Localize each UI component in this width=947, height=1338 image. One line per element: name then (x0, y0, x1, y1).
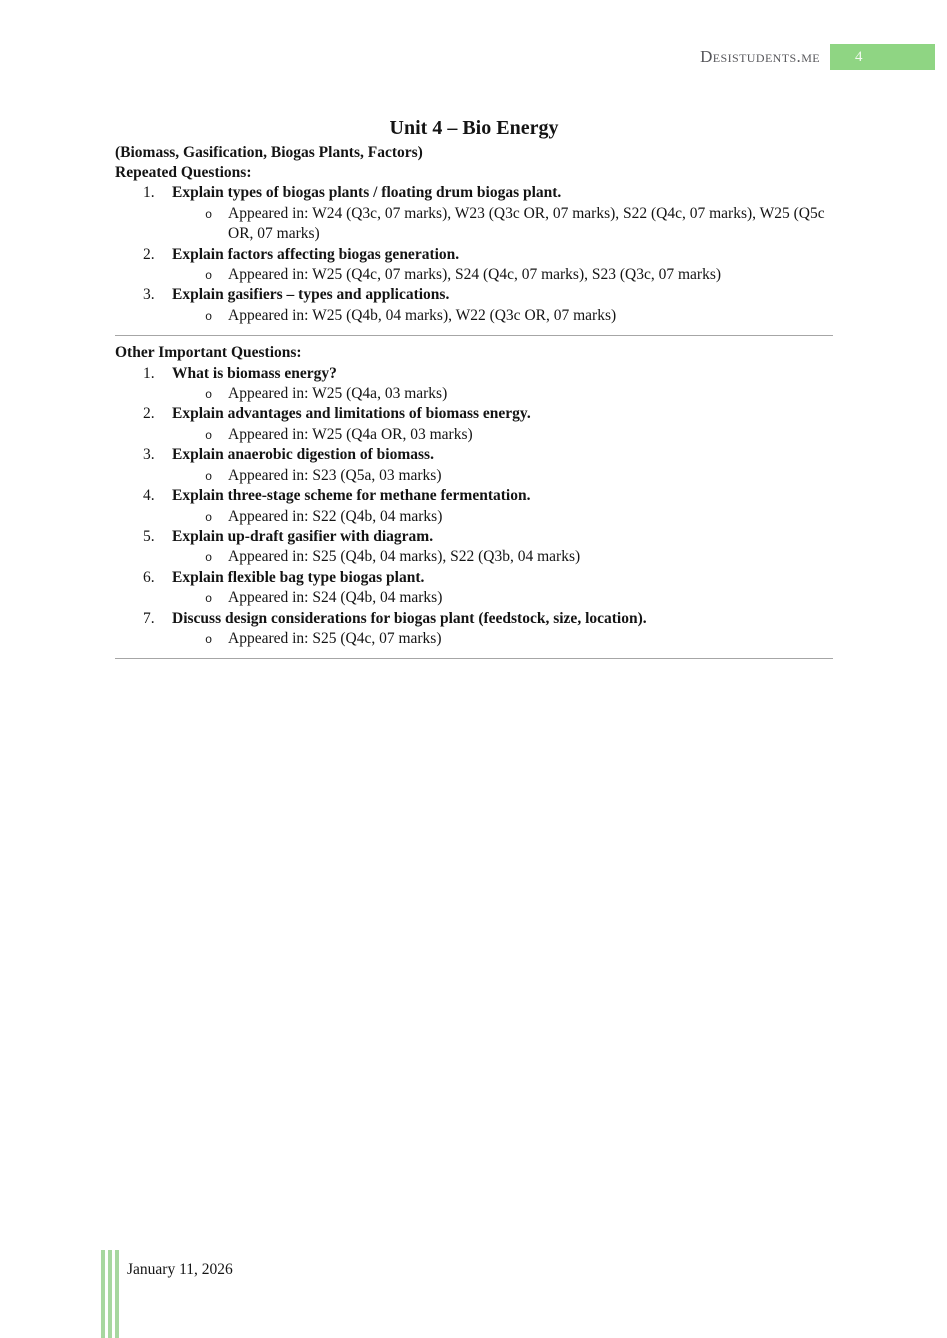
question-row (115, 445, 833, 465)
question-text: Explain factors affecting biogas generation. (172, 245, 460, 263)
question-number: 3. (143, 446, 155, 464)
question-number: 5. (143, 527, 155, 545)
question-list (115, 364, 833, 650)
question-item (115, 568, 833, 609)
document-content (115, 116, 833, 666)
question-item (115, 285, 833, 326)
section-heading: Other Important Questions: (115, 344, 302, 362)
question-number: 7. (143, 609, 155, 627)
bullet-circle-icon: o (205, 207, 213, 222)
document-subtitle: (Biomass, Gasification, Biogas Plants, Factors) (115, 144, 423, 161)
question-row (115, 245, 833, 265)
question-row (115, 527, 833, 547)
appearance-text: Appeared in: W25 (Q4c, 07 marks), S24 (Q4c, 07 marks), S23 (Q3c, 07 marks) (228, 266, 722, 284)
bullet-circle-icon: o (205, 309, 213, 324)
question-text: Explain types of biogas plants / floating drum biogas plant. (172, 184, 562, 202)
question-item (115, 364, 833, 405)
bullet-circle-icon: o (205, 510, 213, 525)
question-item (115, 183, 833, 244)
question-item (115, 486, 833, 527)
question-item (115, 527, 833, 568)
section-divider (115, 658, 833, 659)
question-text: Explain gasifiers – types and applications. (172, 286, 450, 304)
question-row (115, 285, 833, 305)
question-number: 1. (143, 184, 155, 202)
appearance-text: Appeared in: W24 (Q3c, 07 marks), W23 (Q3c OR, 07 marks), S22 (Q4c, 07 marks), W25 (Q5c OR, 07 marks) (228, 204, 825, 243)
appearance-text: Appeared in: W25 (Q4b, 04 marks), W22 (Q3c OR, 07 marks) (228, 306, 617, 324)
question-text: Discuss design considerations for biogas plant (feedstock, size, location). (172, 609, 647, 627)
appearance-text: Appeared in: S25 (Q4c, 07 marks) (228, 629, 442, 647)
question-row (115, 486, 833, 506)
sections (115, 163, 833, 659)
appearance-text: Appeared in: S24 (Q4b, 04 marks) (228, 589, 443, 607)
bullet-circle-icon: o (205, 632, 213, 647)
page-number-badge: 4 (830, 44, 935, 70)
question-row (115, 364, 833, 384)
question-text: Explain up-draft gasifier with diagram. (172, 527, 434, 545)
appearance-text: Appeared in: S22 (Q4b, 04 marks) (228, 507, 443, 525)
question-row (115, 183, 833, 203)
bullet-circle-icon: o (205, 551, 213, 566)
footer-bar (115, 1250, 119, 1338)
appearance-row (115, 629, 833, 649)
appearance-row (115, 588, 833, 608)
footer-bar (101, 1250, 105, 1338)
appearance-text: Appeared in: S25 (Q4b, 04 marks), S22 (Q3b, 04 marks) (228, 548, 581, 566)
question-item (115, 404, 833, 445)
appearance-text: Appeared in: W25 (Q4a OR, 03 marks) (228, 425, 473, 443)
question-list (115, 183, 833, 326)
appearance-row (115, 547, 833, 567)
appearance-row (115, 204, 833, 245)
question-number: 2. (143, 405, 155, 423)
appearance-row (115, 265, 833, 285)
question-number: 2. (143, 245, 155, 263)
section-heading: Repeated Questions: (115, 164, 252, 181)
bullet-circle-icon: o (205, 592, 213, 607)
appearance-row (115, 466, 833, 486)
question-text: Explain advantages and limitations of biomass energy. (172, 405, 531, 423)
question-number: 6. (143, 568, 155, 586)
question-text: Explain three-stage scheme for methane fermentation. (172, 487, 531, 505)
bullet-circle-icon: o (205, 469, 213, 484)
question-section (115, 163, 833, 326)
bullet-circle-icon: o (205, 388, 213, 403)
question-row (115, 568, 833, 588)
appearance-row (115, 425, 833, 445)
question-row (115, 609, 833, 629)
appearance-text: Appeared in: W25 (Q4a, 03 marks) (228, 385, 448, 403)
page-header (700, 44, 935, 70)
footer-bar (108, 1250, 112, 1338)
appearance-row (115, 384, 833, 404)
appearance-row (115, 306, 833, 326)
question-number: 3. (143, 286, 155, 304)
question-item (115, 609, 833, 650)
page-title: Unit 4 – Bio Energy (389, 117, 559, 139)
question-item (115, 445, 833, 486)
bullet-circle-icon: o (205, 428, 213, 443)
question-section (115, 343, 833, 649)
question-text: Explain anaerobic digestion of biomass. (172, 446, 434, 464)
site-name: Desistudents.me (700, 47, 820, 66)
question-number: 1. (143, 364, 155, 382)
question-text: Explain flexible bag type biogas plant. (172, 568, 425, 586)
footer-date: January 11, 2026 (127, 1261, 233, 1278)
section-divider (115, 335, 833, 336)
question-text: What is biomass energy? (172, 364, 337, 382)
question-row (115, 404, 833, 424)
appearance-text: Appeared in: S23 (Q5a, 03 marks) (228, 466, 442, 484)
appearance-row (115, 507, 833, 527)
bullet-circle-icon: o (205, 269, 213, 284)
question-item (115, 245, 833, 286)
footer-accent-bars (101, 1250, 119, 1338)
question-number: 4. (143, 487, 155, 505)
